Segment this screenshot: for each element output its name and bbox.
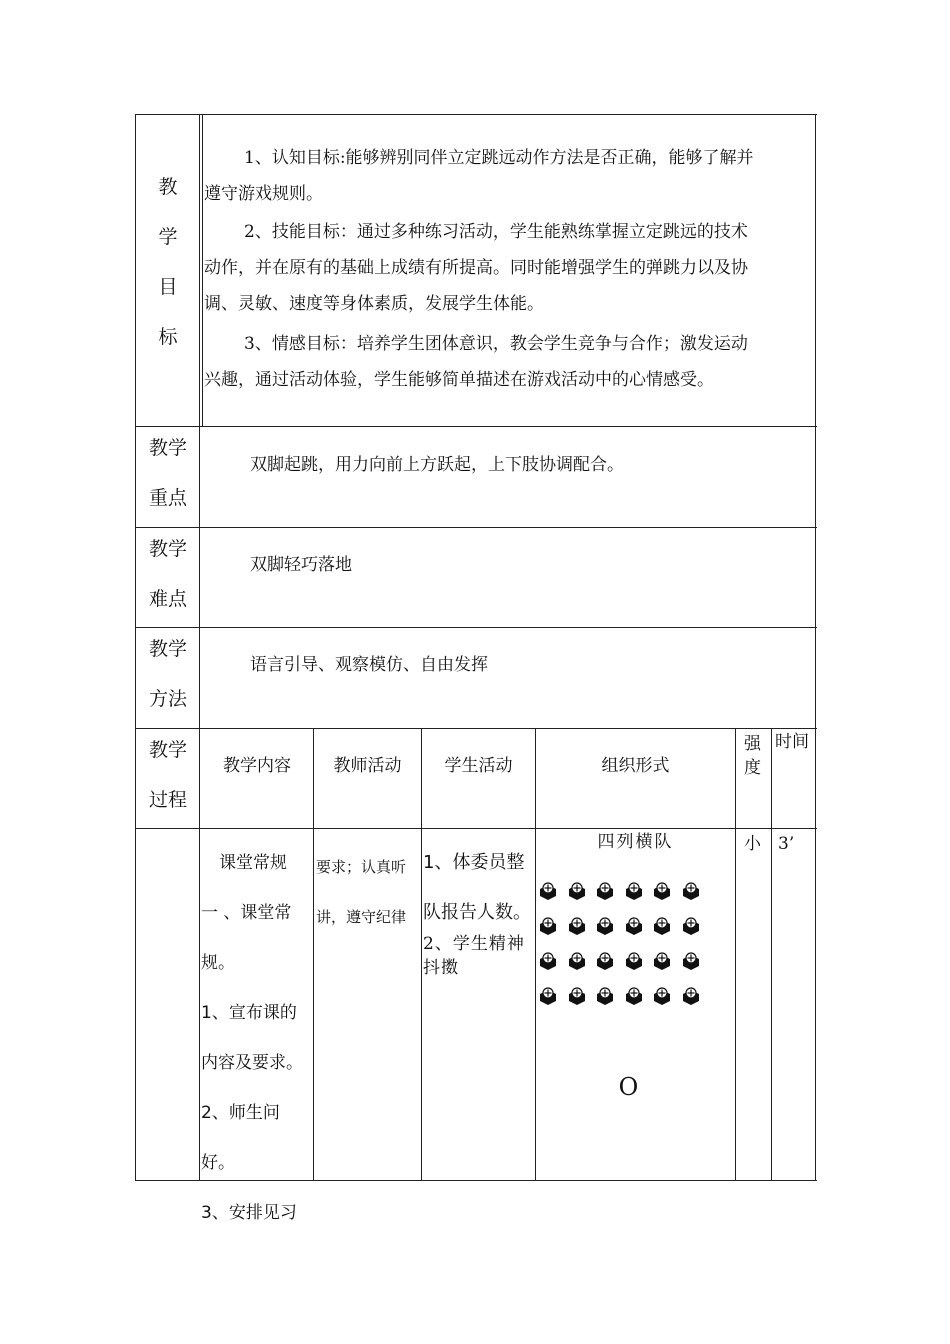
teacher-cell xyxy=(316,842,420,942)
student-figure-icon xyxy=(566,880,588,902)
student-figure-icon xyxy=(623,985,645,1007)
student-cell xyxy=(423,838,535,938)
student-line: 2、学生精神 xyxy=(423,934,525,954)
row-divider xyxy=(135,426,817,427)
intensity-value: 小 xyxy=(744,834,761,854)
table-right-border xyxy=(815,114,816,1180)
content-line: 规。 xyxy=(201,953,235,973)
process-label-line: 过程 xyxy=(148,789,187,811)
objective-line: 动作，并在原有的基础上成绩有所提高。同时能增强学生的弹跳力以及协 xyxy=(204,258,748,278)
method-label-line: 教学 xyxy=(148,638,187,660)
header-intensity-line: 强 xyxy=(744,734,761,754)
student-figure-icon xyxy=(680,985,702,1007)
content-line: 内容及要求。 xyxy=(201,1053,303,1073)
difficulty-label-line: 难点 xyxy=(148,588,187,610)
student-cell-2 xyxy=(423,932,535,980)
objective-line: 遵守游戏规则。 xyxy=(204,184,323,204)
formation-grid xyxy=(537,880,717,1010)
method-label xyxy=(136,624,200,724)
student-line: 队报告人数。 xyxy=(423,902,531,923)
key-point-text: 双脚起跳，用力向前上方跃起，上下肢协调配合。 xyxy=(250,455,624,475)
objective-line: 调、灵敏、速度等身体素质，发展学生体能。 xyxy=(204,294,544,314)
student-figure-icon xyxy=(623,950,645,972)
table-top-border xyxy=(135,114,817,115)
header-content: 教学内容 xyxy=(223,756,291,776)
method-text: 语言引导、观察模仿、自由发挥 xyxy=(250,655,488,675)
objective-line: 3、情感目标：培养学生团体意识，教会学生竞争与合作；激发运动 xyxy=(244,334,748,354)
content-line: 课堂常规 xyxy=(219,853,287,873)
student-figure-icon xyxy=(594,880,616,902)
student-figure-icon xyxy=(566,915,588,937)
column-divider xyxy=(535,728,536,1180)
process-label xyxy=(136,725,200,825)
teacher-position-mark: O xyxy=(618,1073,639,1101)
content-line: 3、安排见习 xyxy=(201,1203,297,1223)
student-figure-icon xyxy=(594,915,616,937)
content-line: 一 、课堂常 xyxy=(201,903,292,923)
objectives-label-char: 目 xyxy=(158,276,178,298)
header-intensity xyxy=(744,732,761,780)
label-column-double-line xyxy=(202,114,203,426)
teacher-line: 讲，遵守纪律 xyxy=(316,908,407,926)
key-point-label-line: 教学 xyxy=(148,437,187,459)
student-figure-icon xyxy=(680,915,702,937)
student-figure-icon xyxy=(537,985,559,1007)
time-value: 3’ xyxy=(778,834,795,854)
teacher-line: 要求；认真听 xyxy=(316,858,407,876)
objectives-label xyxy=(136,162,200,362)
header-student: 学生活动 xyxy=(444,756,513,776)
student-figure-icon xyxy=(651,915,673,937)
student-figure-icon xyxy=(537,915,559,937)
student-figure-icon xyxy=(566,985,588,1007)
student-figure-icon xyxy=(623,915,645,937)
process-label-line: 教学 xyxy=(148,739,187,761)
column-divider xyxy=(313,728,314,1180)
student-line: 抖擞 xyxy=(423,958,459,978)
student-figure-icon xyxy=(594,950,616,972)
objectives-label-char: 学 xyxy=(158,226,178,248)
method-label-line: 方法 xyxy=(148,688,187,710)
student-figure-icon xyxy=(651,880,673,902)
student-figure-icon xyxy=(651,950,673,972)
key-point-label-line: 重点 xyxy=(148,487,187,509)
student-figure-icon xyxy=(623,880,645,902)
objective-skill xyxy=(204,214,814,322)
objectives-label-char: 教 xyxy=(158,176,178,198)
column-divider xyxy=(735,728,736,1180)
student-figure-icon xyxy=(651,985,673,1007)
header-intensity-line: 度 xyxy=(744,758,761,778)
student-figure-icon xyxy=(537,880,559,902)
content-cell xyxy=(201,838,313,1238)
objective-line: 2、技能目标：通过多种练习活动，学生能熟练掌握立定跳远的技术 xyxy=(244,222,748,242)
difficulty-label-line: 教学 xyxy=(148,538,187,560)
student-line: 1、体委员整 xyxy=(423,852,525,873)
column-divider xyxy=(421,728,422,1180)
organization-title: 四列横队 xyxy=(597,832,674,852)
row-divider xyxy=(135,728,817,729)
student-figure-icon xyxy=(594,985,616,1007)
objectives-label-char: 标 xyxy=(158,326,178,348)
content-line: 1、宣布课的 xyxy=(201,1003,297,1023)
header-organization: 组织形式 xyxy=(601,756,670,776)
objective-line: 兴趣，通过活动体验，学生能够简单描述在游戏活动中的心情感受。 xyxy=(204,370,714,390)
objective-line: 1、认知目标:能够辨别同伴立定跳远动作方法是否正确，能够了解并 xyxy=(244,148,754,168)
key-point-label xyxy=(136,423,200,523)
row-divider xyxy=(135,627,817,628)
row-divider xyxy=(135,828,817,829)
student-figure-icon xyxy=(566,950,588,972)
header-teacher: 教师活动 xyxy=(333,756,402,776)
difficulty-label xyxy=(136,524,200,624)
student-figure-icon xyxy=(680,880,702,902)
student-figure-icon xyxy=(537,950,559,972)
row-divider xyxy=(135,527,817,528)
objective-emotion xyxy=(204,326,814,398)
content-line: 2、师生问好。 xyxy=(201,1103,280,1173)
difficulty-text: 双脚轻巧落地 xyxy=(250,555,352,575)
objective-cognitive xyxy=(204,140,814,212)
column-divider xyxy=(771,728,772,1180)
student-figure-icon xyxy=(680,950,702,972)
header-time: 时间 xyxy=(775,732,809,752)
